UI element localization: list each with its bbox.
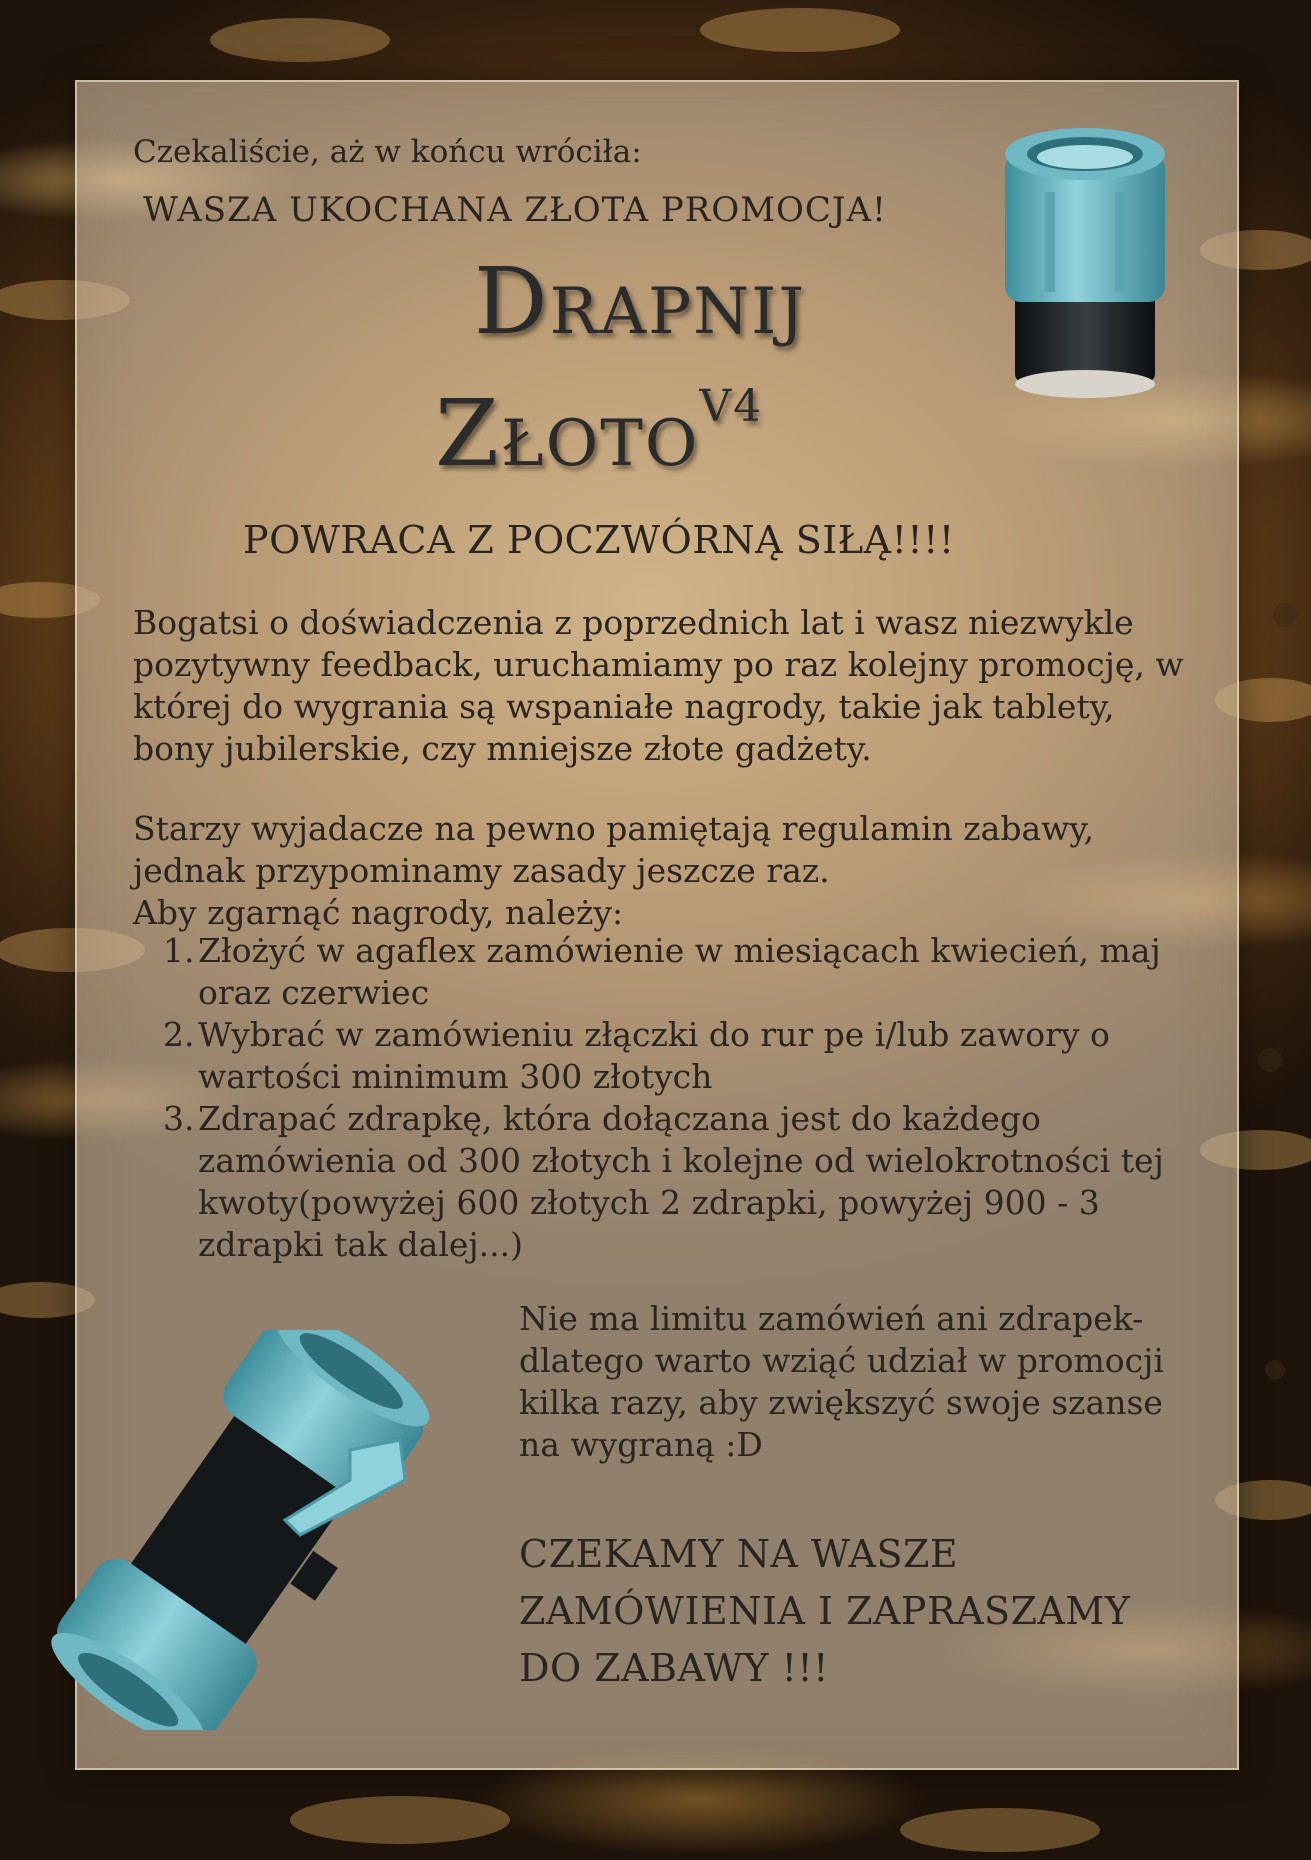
closing-invitation: CZEKAMY NA WASZE ZAMÓWIENIA I ZAPRASZAMY DO ZABAWY !!!	[519, 1532, 1131, 1690]
title-line-1: Drapnij	[473, 248, 807, 355]
rule-text: Złożyć w agaflex zamówienie w miesiącach kwiecień, maj oraz czerwiec	[198, 931, 1161, 1012]
rule-text: Zdrapać zdrapkę, która dołączana jest do każdego zamówienia od 300 złotych i kolejne od wielokrotności tej kwoty(powyżej 600 złotych 2 zdrapki, powyżej 900 - 3 zdrapki tak dalej...)	[198, 1099, 1164, 1264]
title-line-2-text: Złoto	[435, 380, 700, 487]
rules-intro: Aby zgarnąć nagrody, należy:	[133, 893, 624, 932]
rule-item	[133, 930, 1193, 1014]
rules-list	[133, 930, 1193, 1266]
rule-item	[133, 1098, 1193, 1266]
title-version: V4	[699, 381, 764, 433]
promo-subtitle: WASZA UKOCHANA ZŁOTA PROMOCJA!	[143, 190, 887, 230]
rule-text: Wybrać w zamówieniu złączki do rur pe i/lub zawory o wartości minimum 300 złotych	[198, 1015, 1110, 1096]
rule-number: 3.	[163, 1099, 195, 1138]
paragraph-2-text: Starzy wyjadacze na pewno pamiętają regulamin zabawy, jednak przypominamy zasady jeszcze raz.	[133, 809, 1095, 890]
rule-item	[133, 1014, 1193, 1098]
no-limit-note: Nie ma limitu zamówień ani zdrapek- dlatego warto wziąć udział w promocji kilka razy, aby zwiększyć swoje szanse na wygraną :D	[519, 1299, 1164, 1464]
ball-valve-image	[50, 1330, 430, 1730]
intro-text: Czekaliście, aż w końcu wróciła:	[133, 134, 642, 170]
paragraph-2	[133, 808, 1193, 934]
rule-number: 2.	[163, 1015, 195, 1054]
rule-number: 1.	[163, 931, 195, 970]
title-line-2	[435, 380, 763, 487]
pipe-coupler-image	[985, 112, 1185, 402]
paragraph-1: Bogatsi o doświadczenia z poprzednich lat i wasz niezwykle pozytywny feedback, uruchamiamy po raz kolejny promocję, w której do wygrania są wspaniałe nagrody, takie jak tablety, bony jubilerskie, czy mniejsze złote gadżety.	[133, 603, 1184, 768]
returns-headline: POWRACA Z POCZWÓRNĄ SIŁĄ!!!!	[243, 518, 955, 562]
